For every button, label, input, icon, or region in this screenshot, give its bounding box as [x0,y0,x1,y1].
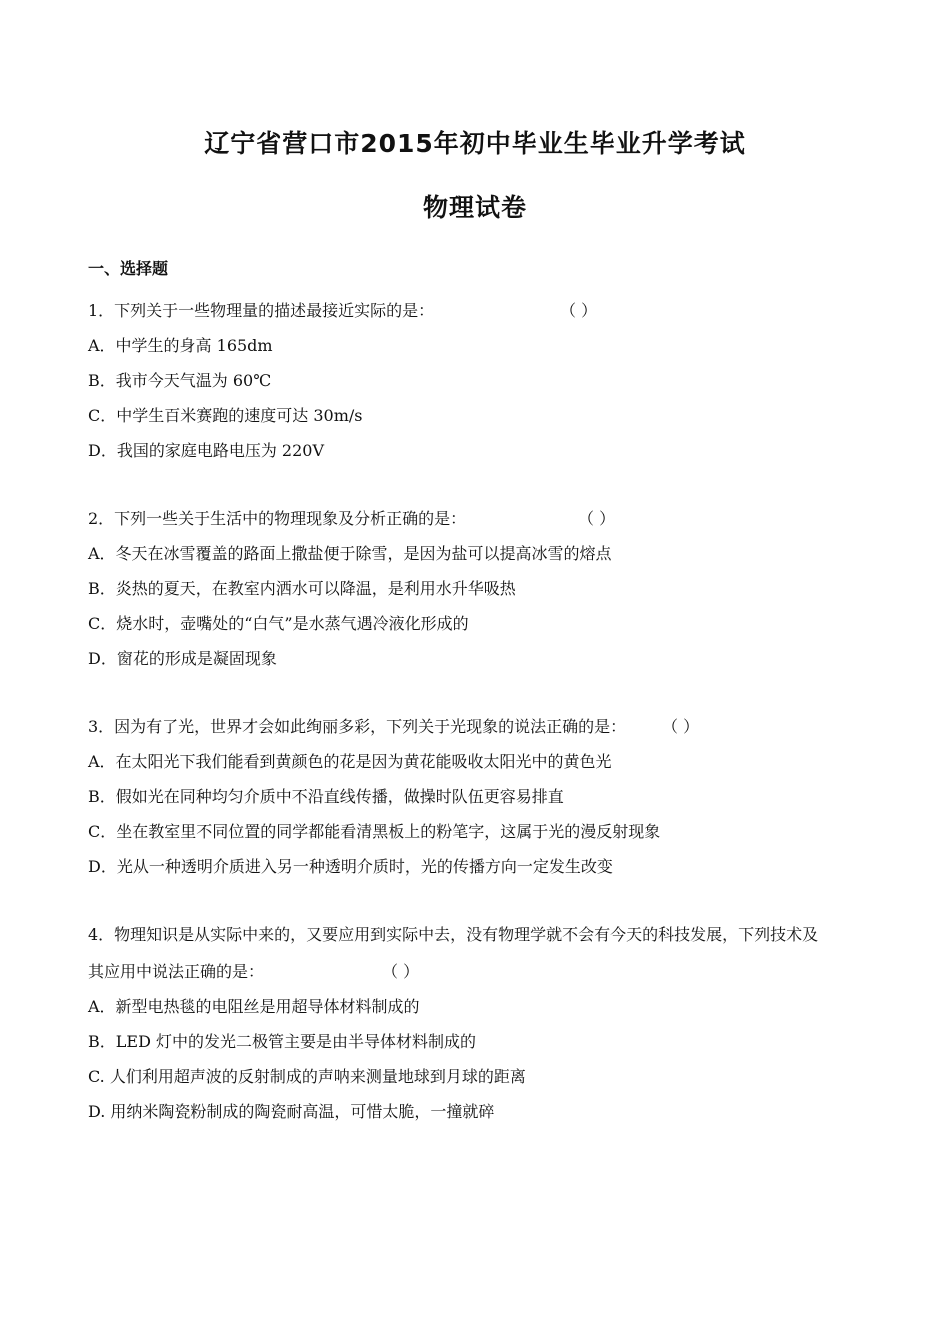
question-3-option-a: A．在太阳光下我们能看到黄颜色的花是因为黄花能吸收太阳光中的黄色光 [88,752,612,771]
question-2-option-d: D．窗花的形成是凝固现象 [88,649,277,668]
document-title: 辽宁省营口市2015年初中毕业生毕业升学考试 [204,129,746,158]
question-3-stem: 3．因为有了光，世界才会如此绚丽多彩，下列关于光现象的说法正确的是： [88,717,627,736]
question-2-option-a: A．冬天在冰雪覆盖的路面上撒盐便于除雪，是因为盐可以提高冰雪的熔点 [88,544,612,563]
question-4-stem-line-1: 4．物理知识是从实际中来的，又要应用到实际中去，没有物理学就不会有今天的科技发展，下列技术及 [88,925,819,944]
question-1-option-d: D．我国的家庭电路电压为 220V [88,441,325,460]
question-1-answer-bracket: （ ） [560,301,598,320]
question-2-stem: 2．下列一些关于生活中的物理现象及分析正确的是： [88,509,467,528]
question-1-option-a: A．中学生的身高 165dm [88,336,273,355]
question-3-option-c: C．坐在教室里不同位置的同学都能看清黑板上的粉笔字，这属于光的漫反射现象 [88,822,661,841]
question-4-option-c: C. 人们利用超声波的反射制成的声呐来测量地球到月球的距离 [88,1067,526,1086]
question-4-option-d: D. 用纳米陶瓷粉制成的陶瓷耐高温，可惜太脆，一撞就碎 [88,1102,495,1121]
question-1-stem: 1．下列关于一些物理量的描述最接近实际的是： [88,301,435,320]
question-4-answer-bracket: （ ） [382,962,420,981]
question-1-option-c: C．中学生百米赛跑的速度可达 30m/s [88,406,363,425]
question-3-option-b: B．假如光在同种均匀介质中不沿直线传播，做操时队伍更容易排直 [88,787,564,806]
section-heading: 一、选择题 [88,259,169,278]
question-2-option-b: B．炎热的夏天，在教室内洒水可以降温，是利用水升华吸热 [88,579,516,598]
question-3-answer-bracket: （ ） [662,717,700,736]
question-1-option-b: B．我市今天气温为 60℃ [88,371,272,390]
document-subtitle: 物理试卷 [422,193,527,222]
question-4-option-b: B．LED 灯中的发光二极管主要是由半导体材料制成的 [88,1032,476,1051]
question-2-answer-bracket: （ ） [578,509,616,528]
question-4-option-a: A．新型电热毯的电阻丝是用超导体材料制成的 [88,997,420,1016]
question-4-stem-line-2: 其应用中说法正确的是： [88,962,265,981]
question-2-option-c: C．烧水时，壶嘴处的“白气”是水蒸气遇冷液化形成的 [88,614,469,633]
question-3-option-d: D．光从一种透明介质进入另一种透明介质时，光的传播方向一定发生改变 [88,857,613,876]
